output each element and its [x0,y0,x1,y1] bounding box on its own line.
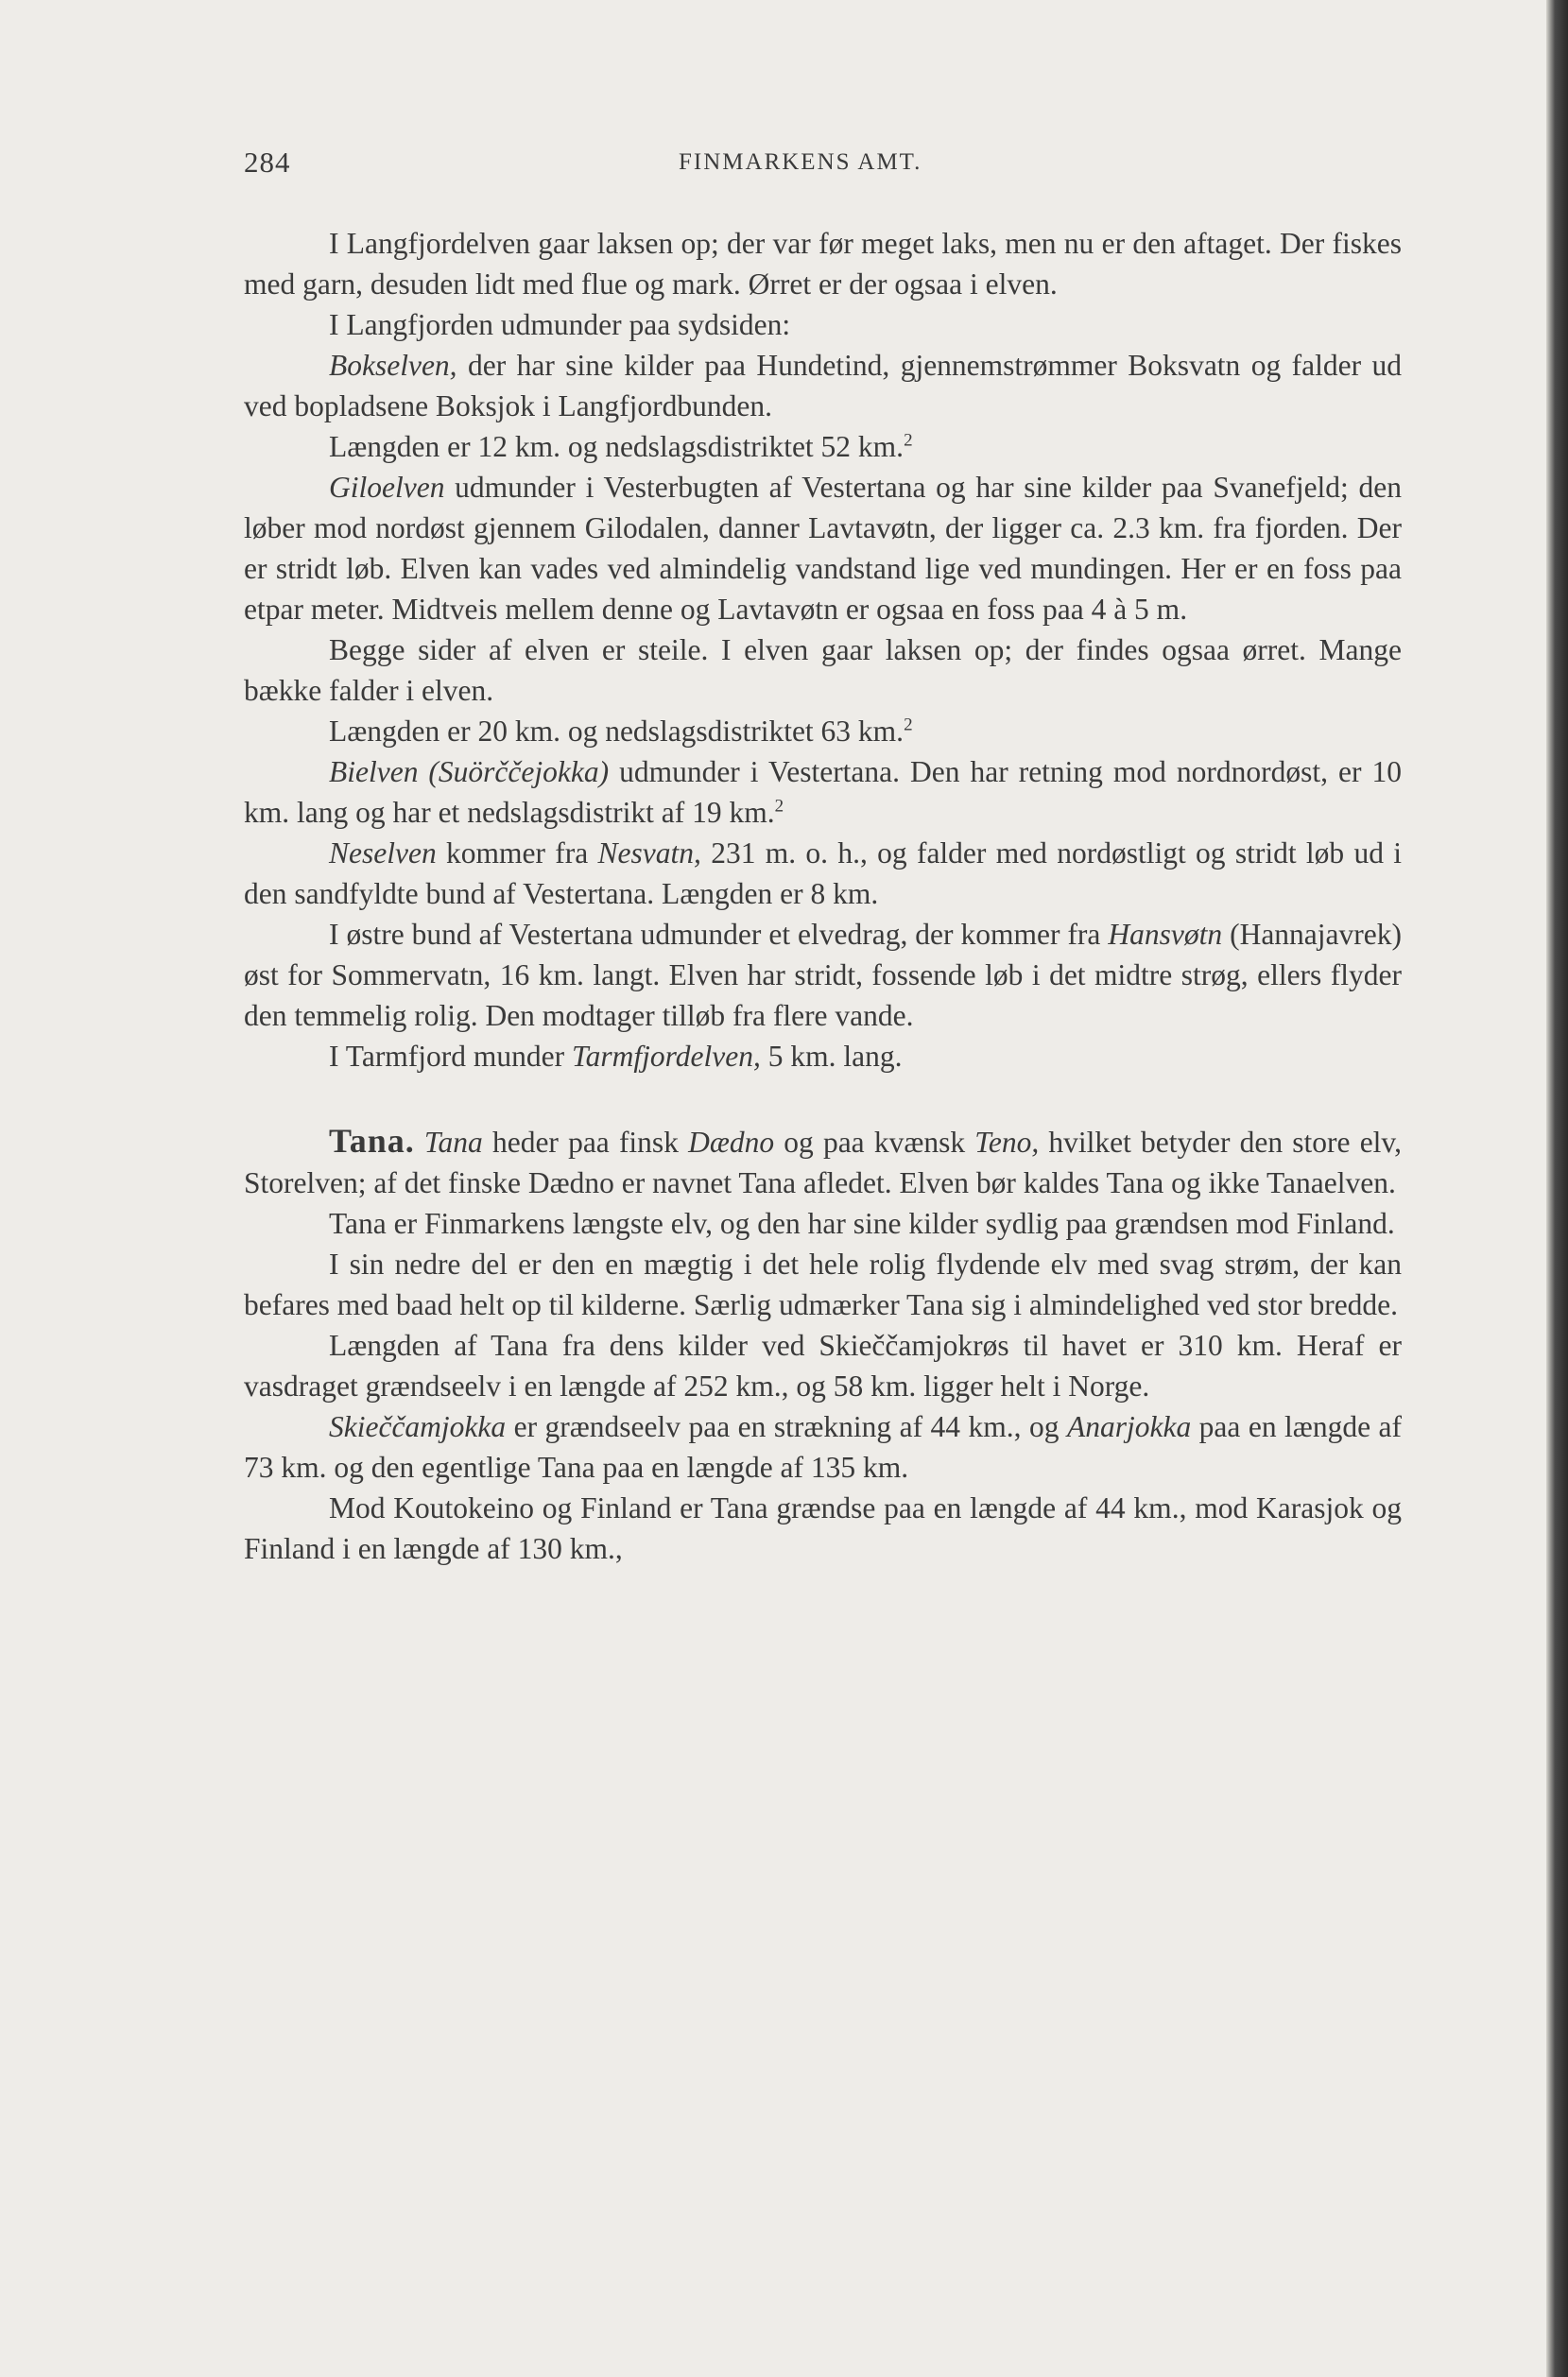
italic-term: Giloelven [329,471,445,504]
text-run: Længden er 12 km. og nedslagsdistriktet 52 km. [329,430,905,463]
body-text [244,223,1402,1569]
text-run: udmunder i Vestertana. Den har retning mod nordnordøst, er 10 km. lang og har et nedslagsdistrikt af 19 km. [244,755,1402,829]
paragraph [244,1406,1402,1488]
italic-term: Tana [423,1126,483,1159]
paragraph [244,833,1402,914]
superscript: 2 [774,796,784,817]
running-title: FINMARKENS AMT. [679,149,922,175]
paragraph [244,751,1402,833]
text-run: 231 m. o. h., og falder med nordøstligt og stridt løb ud i den sandfyldte bund af Vestertana. Længden er 8 km. [244,836,1402,910]
text-run: Tana er Finmarkens længste elv, og den har sine kilder sydlig paa grændsen mod Finland. [329,1207,1395,1240]
paragraph [244,711,1402,751]
italic-term: Anarjokka [1066,1410,1192,1443]
page-number: 284 [244,146,291,179]
italic-term: Bokselven, [329,349,457,382]
text-run: udmunder i Vesterbugten af Vestertana og har sine kilder paa Svanefjeld; den løber mod nordøst gjennem Gilodalen, danner Lavtavøtn, der ligger ca. 2.3 km. fra fjorden. Der er stridt løb. Elven kan vades ved almindelig vandstand lige ved mundingen. Her er en foss paa etpar meter. Midtveis mellem denne og Lavtavøtn er ogsaa en foss paa 4 à 5 m. [244,471,1402,626]
paragraph [244,1036,1402,1077]
text-run: heder paa finsk [482,1126,689,1159]
text-run: kommer fra [436,836,598,870]
paragraph [244,304,1402,345]
paragraph [244,1325,1402,1406]
text-run: Længden er 20 km. og nedslagsdistriktet 63 km. [329,715,905,748]
paragraph [244,1488,1402,1569]
italic-term: Tarmfjordelven, [572,1040,761,1073]
page-edge [1546,0,1568,2377]
italic-term: Hansvøtn [1108,918,1223,951]
italic-term: Bielven (Suörččejokka) [329,755,610,788]
italic-term: Skieččamjokka [329,1410,507,1443]
superscript: 2 [904,715,913,735]
paragraph [244,467,1402,629]
italic-term: Teno, [974,1126,1040,1159]
text-run: I Langfjordelven gaar laksen op; der var før meget laks, men nu er den aftaget. Der fiskes med garn, desuden lidt med flue og mark. Ørret er der ogsaa i elven. [244,227,1402,301]
text-run: paa en længde af 73 km. og den egentlige Tana paa en længde af 135 km. [244,1410,1402,1484]
paragraph [244,426,1402,467]
superscript: 2 [904,430,913,451]
text-run: I østre bund af Vestertana udmunder et elvedrag, der kommer fra [329,918,1109,951]
text-run: I Tarmfjord munder [329,1040,573,1073]
text-run: Længden af Tana fra dens kilder ved Skieččamjokrøs til havet er 310 km. Heraf er vasdraget grændseelv i en længde af 252 km., og 58 km. ligger helt i Norge. [244,1329,1402,1403]
paragraph [244,345,1402,426]
italic-term: Neselven [329,836,437,870]
running-head [244,146,1402,193]
text-run: hvilket betyder den store elv, Storelven; af det finske Dædno er navnet Tana afledet. Elven bør kaldes Tana og ikke Tanaelven. [244,1126,1403,1199]
text-run: Mod Koutokeino og Finland er Tana grændse paa en længde af 44 km., mod Karasjok og Finland i en længde af 130 km., [244,1491,1402,1565]
text-run: Begge sider af elven er steile. I elven gaar laksen op; der findes ogsaa ørret. Mange bække falder i elven. [244,633,1402,707]
text-run: I sin nedre del er den en mægtig i det hele rolig flydende elv med svag strøm, der kan befares med baad helt op til kilderne. Særlig udmærker Tana sig i almindelighed ved stor bredde. [244,1248,1402,1321]
italic-term: Dædno [688,1126,775,1159]
text-run: og paa kvænsk [774,1126,975,1159]
paragraph [244,1203,1402,1244]
section-heading: Tana. [329,1122,415,1160]
text-run: (Hannajavrek) øst for Sommervatn, 16 km. langt. Elven har stridt, fossende løb i det midtre strøg, ellers flyder den temmelig rolig. Den modtager tilløb fra flere vande. [244,918,1402,1032]
text-run: 5 km. lang. [760,1040,903,1073]
text-run [415,1126,424,1159]
text-run: der har sine kilder paa Hundetind, gjennemstrømmer Boksvatn og falder ud ved bopladsene Boksjok i Langfjordbunden. [244,349,1402,422]
paragraph [244,223,1402,304]
text-run: er grændseelv paa en strækning af 44 km., og [506,1410,1067,1443]
italic-term: Nesvatn, [597,836,701,870]
paragraph [244,1121,1402,1203]
paragraph [244,1244,1402,1325]
text-run: I Langfjorden udmunder paa sydsiden: [329,308,791,341]
paragraph [244,914,1402,1036]
paragraph [244,629,1402,711]
section-gap [244,1077,1402,1121]
